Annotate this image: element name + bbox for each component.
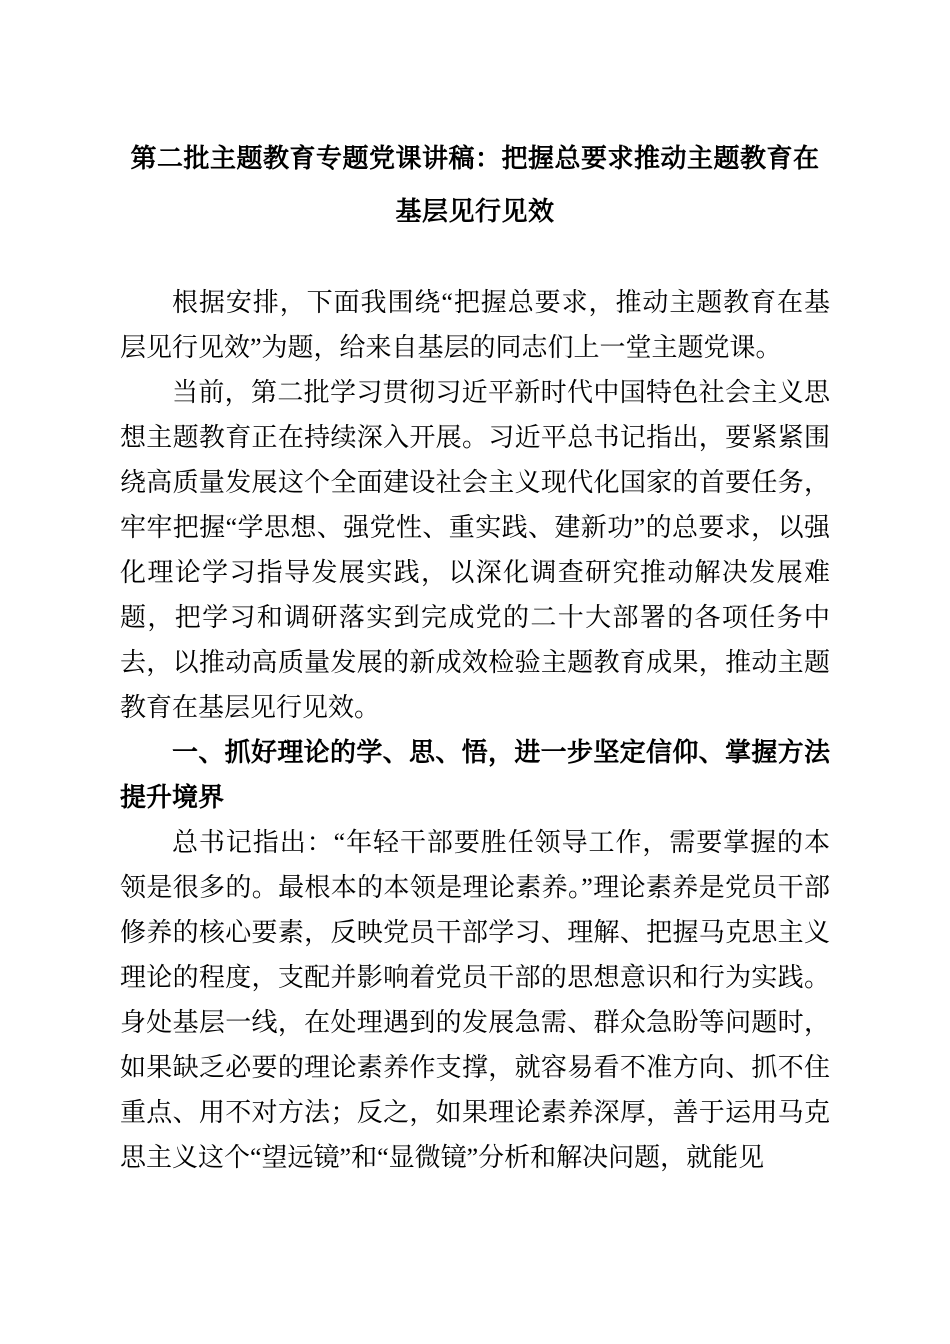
section-1-heading: 一、抓好理论的学、思、悟，进一步坚定信仰、掌握方法提升境界 <box>120 737 830 812</box>
section-1-paragraph: 总书记指出：“年轻干部要胜任领导工作，需要掌握的本领是很多的。最根本的本领是理论素养。”理论素养是党员干部修养的核心要素，反映党员干部学习、理解、把握马克思主义理论的程度，支配并影响着党员干部的思想意识和行为实践。身处基层一线，在处理遇到的发展急需、群众急盼等问题时，如果缺乏必要的理论素养作支撑，就容易看不准方向、抓不住重点、用不对方法；反之，如果理论素养深厚，善于运用马克思主义这个“望远镜”和“显微镜”分析和解决问题，就能见 <box>120 828 830 1172</box>
context-paragraph: 当前，第二批学习贯彻习近平新时代中国特色社会主义思想主题教育正在持续深入开展。习近平总书记指出，要紧紧围绕高质量发展这个全面建设社会主义现代化国家的首要任务，牢牢把握“学思想、强党性、重实践、建新功”的总要求，以强化理论学习指导发展实践，以深化调查研究推动解决发展难题，把学习和调研落实到完成党的二十大部署的各项任务中去，以推动高质量发展的新成效检验主题教育成果，推动主题教育在基层见行见效。 <box>120 378 830 722</box>
intro-paragraph: 根据安排，下面我围绕“把握总要求，推动主题教育在基层见行见效”为题，给来自基层的同志们上一堂主题党课。 <box>120 288 830 362</box>
document-title: 第二批主题教育专题党课讲稿：把握总要求推动主题教育在基层见行见效 <box>130 144 820 226</box>
